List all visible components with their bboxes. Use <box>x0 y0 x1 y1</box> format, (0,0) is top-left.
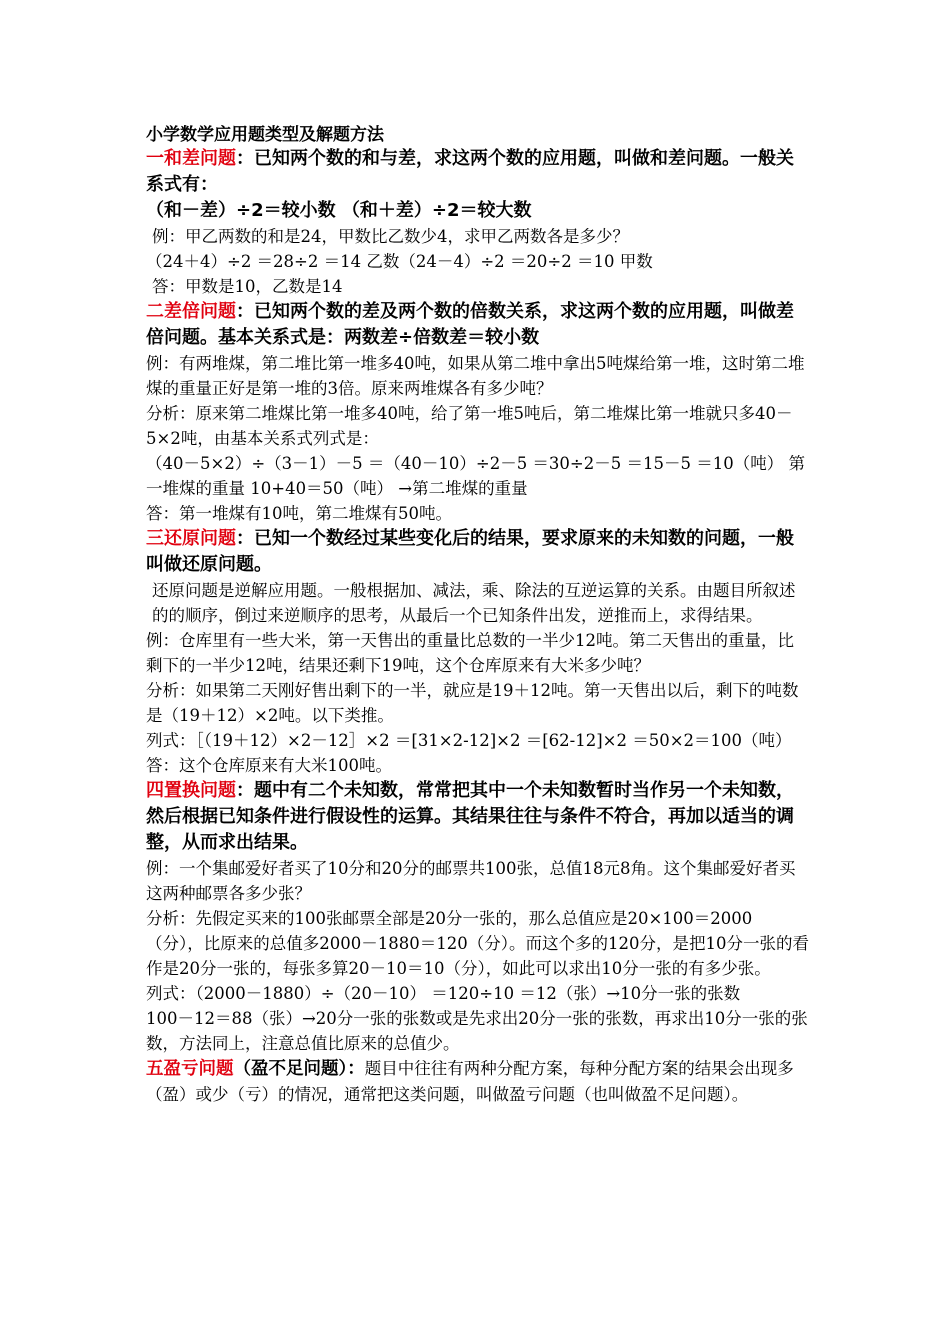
document-title: 小学数学应用题类型及解题方法 <box>146 125 384 145</box>
section-heading <box>146 299 810 351</box>
analysis-text: 分析：先假定买来的100张邮票全部是20分一张的，那么总值应是20×100＝2000（分），比原来的总值多2000－1880＝120（分）。而这个多的120分，是把10分一张的看作是20分一张的，每张多算20－10＝10（分），如此可以求出10分一张的有多少张。 <box>146 909 809 978</box>
calculation-text: （40－5×2）÷（3－1）－5 ＝（40－10）÷2－5 ＝30÷2－5 ＝15－5 ＝10（吨） 第一堆煤的重量 10+40＝50（吨） →第二堆煤的重量 <box>146 454 805 498</box>
section-description: 已知两个数的和与差，求这两个数的应用题，叫做和差问题。一般关系式有： <box>146 148 794 195</box>
section-heading <box>146 146 810 198</box>
calculation-text: 列式：［（19＋12）×2－12］×2 ＝[31×2-12]×2 ＝[62-12]×2 ＝50×2＝100（吨）答：这个仓库原来有大米100吨。 <box>146 731 792 775</box>
calculation-text: 100－12＝88（张）→20分一张的张数或是先求出20分一张的张数，再求出10分一张的张数，方法同上，注意总值比原来的总值少。 <box>146 1009 808 1053</box>
answer-text: 答：第一堆煤有10吨，第二堆煤有50吨。 <box>146 504 452 523</box>
example-text: 例：一个集邮爱好者买了10分和20分的邮票共100张，总值18元8角。这个集邮爱好者买这两种邮票各多少张？ <box>146 859 796 903</box>
analysis-text: 分析：原来第二堆煤比第一堆多40吨，给了第一堆5吨后，第二堆煤比第一堆就只多40－5×2吨，由基本关系式列式是： <box>146 404 793 448</box>
calculation-text: （24＋4）÷2 ＝28÷2 ＝14 乙数（24－4）÷2 ＝20÷2 ＝10 甲数 <box>146 252 653 271</box>
section-heading <box>146 526 810 578</box>
example-text: 例：有两堆煤，第二堆比第一堆多40吨，如果从第二堆中拿出5吨煤给第一堆，这时第二堆煤的重量正好是第一堆的3倍。原来两堆煤各有多少吨？ <box>146 354 805 398</box>
section-description: 已知两个数的差及两个数的倍数关系，求这两个数的应用题，叫做差倍问题。基本关系式是：两数差÷倍数差＝较小数 <box>146 301 794 348</box>
answer-text: 答：甲数是10，乙数是14 <box>152 277 343 296</box>
example-text: 例：仓库里有一些大米，第一天售出的重量比总数的一半少12吨。第二天售出的重量，比剩下的一半少12吨，结果还剩下19吨，这个仓库原来有大米多少吨？ <box>146 631 794 675</box>
section-label: 四置换问题 <box>146 780 236 801</box>
section-substitution <box>146 778 810 1056</box>
section-heading <box>146 778 810 856</box>
section-label: 一和差问题 <box>146 148 236 169</box>
section-sum-difference <box>146 146 810 299</box>
heading-colon: ： <box>236 301 254 322</box>
section-description: 题中有二个未知数，常常把其中一个未知数暂时当作另一个未知数，然后根据已知条件进行假设性的运算。其结果往往与条件不符合，再加以适当的调整，从而求出结果。 <box>146 780 794 853</box>
section-surplus-deficit <box>146 1056 810 1107</box>
calculation-text: 列式：（2000－1880）÷（20－10） ＝120÷10 ＝12（张）→10分一张的张数 <box>146 984 741 1003</box>
section-label: 三还原问题 <box>146 528 236 549</box>
example-text: 例：甲乙两数的和是24，甲数比乙数少4，求甲乙两数各是多少？ <box>152 227 629 246</box>
section-difference-multiple <box>146 299 810 526</box>
intro-text: 还原问题是逆解应用题。一般根据加、减法，乘、除法的互逆运算的关系。由题目所叙述的的顺序，倒过来逆顺序的思考，从最后一个已知条件出发，逆推而上，求得结果。 <box>152 581 796 625</box>
section-label: 二差倍问题 <box>146 301 236 322</box>
section-description: 已知一个数经过某些变化后的结果，要求原来的未知数的问题，一般叫做还原问题。 <box>146 528 794 575</box>
analysis-text: 分析：如果第二天刚好售出剩下的一半，就应是19＋12吨。第一天售出以后，剩下的吨数是（19＋12）×2吨。以下类推。 <box>146 681 799 725</box>
section-note: （盈不足问题）： <box>233 1059 365 1079</box>
heading-colon: ： <box>236 148 254 169</box>
heading-colon: ： <box>236 780 254 801</box>
heading-colon: ： <box>236 528 254 549</box>
document-page <box>146 124 810 1107</box>
relation-formula: （和－差）÷2＝较小数 （和＋差）÷2＝较大数 <box>146 200 532 221</box>
section-description: 题目中往往有两种分配方案，每种分配方案的结果会出现多（盈）或少（亏）的情况，通常把这类问题，叫做盈亏问题（也叫做盈不足问题）。 <box>146 1059 794 1104</box>
section-heading <box>146 1056 810 1107</box>
section-label: 五盈亏问题 <box>146 1059 234 1079</box>
section-restoration <box>146 526 810 778</box>
